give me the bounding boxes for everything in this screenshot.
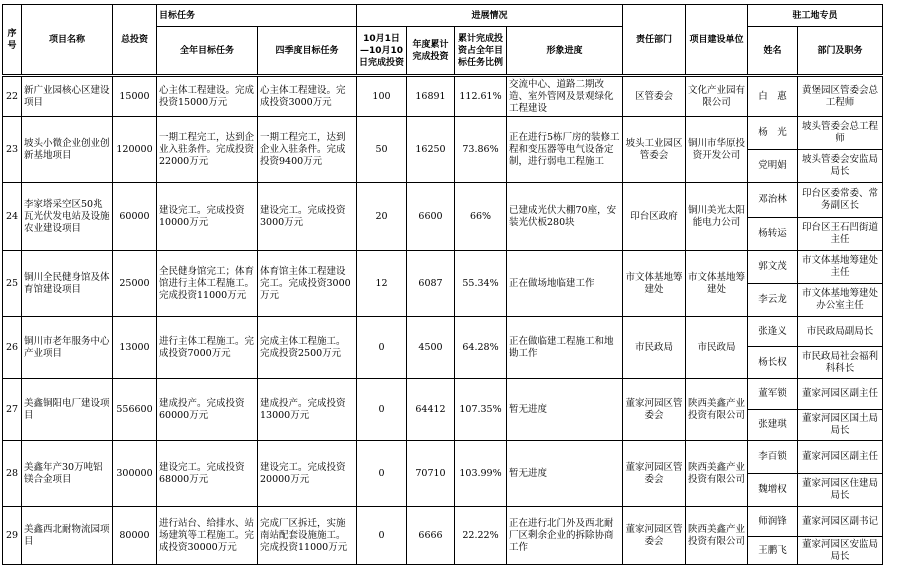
header-oct-completed: 10月1日—10月10日完成投资 xyxy=(357,27,407,75)
cell-staff-name: 董军锁 xyxy=(748,379,798,410)
cell-annual-target: 全民健身馆完工；体育馆进行主体工程施工。完成投资11000万元 xyxy=(157,251,258,317)
cell-oct: 50 xyxy=(357,117,407,183)
project-table xyxy=(2,76,883,565)
cell-total: 300000 xyxy=(113,441,157,507)
header-image-progress: 形象进度 xyxy=(507,27,623,75)
cell-cumulative: 16891 xyxy=(407,77,455,117)
cell-project-name: 美鑫年产30万吨铝镁合金项目 xyxy=(22,441,113,507)
table-header xyxy=(2,4,883,75)
header-on-site-staff: 驻工地专员 xyxy=(748,5,883,27)
cell-unit: 陕西美鑫产业投资有限公司 xyxy=(686,507,748,565)
table-row xyxy=(3,117,883,150)
header-total-investment: 总投资 xyxy=(113,5,157,75)
cell-unit: 市文体基地筹建处 xyxy=(686,251,748,317)
cell-q4-target: 建设完工。完成投资20000万元 xyxy=(258,441,357,507)
cell-staff-role: 市文体基地筹建处主任 xyxy=(798,251,883,284)
cell-q4-target: 一期工程完工，达到企业入驻条件。完成投资9400万元 xyxy=(258,117,357,183)
cell-annual-target: 进行主体工程施工。完成投资7000万元 xyxy=(157,317,258,379)
cell-q4-target: 完成厂区拆迁，实施南站配套设施施工。完成投资11000万元 xyxy=(258,507,357,565)
cell-staff-name: 王鹏飞 xyxy=(748,537,798,565)
header-responsible-dept: 责任部门 xyxy=(623,5,686,75)
cell-seq: 24 xyxy=(3,183,22,251)
cell-total: 15000 xyxy=(113,77,157,117)
cell-dept: 董家河园区管委会 xyxy=(623,379,686,441)
cell-annual-target: 建成投产。完成投资60000万元 xyxy=(157,379,258,441)
cell-staff-role: 坡头管委会安监局局长 xyxy=(798,150,883,183)
cell-ratio: 103.99% xyxy=(455,441,507,507)
cell-dept: 市文体基地筹建处 xyxy=(623,251,686,317)
table-row xyxy=(3,379,883,410)
header-cumulative-ratio: 累计完成投资占全年目标任务比例 xyxy=(455,27,507,75)
cell-seq: 27 xyxy=(3,379,22,441)
cell-q4-target: 完成主体工程施工。完成投资2500万元 xyxy=(258,317,357,379)
cell-staff-role: 印台区委常委、常务副区长 xyxy=(798,183,883,218)
cell-ratio: 55.34% xyxy=(455,251,507,317)
header-project-name: 项目名称 xyxy=(22,5,113,75)
cell-project-name: 李家塔采空区50兆瓦光伏发电站及设施农业建设项目 xyxy=(22,183,113,251)
cell-progress: 暂无进度 xyxy=(507,441,623,507)
cell-oct: 100 xyxy=(357,77,407,117)
header-staff-name: 姓名 xyxy=(748,27,798,75)
cell-staff-role: 董家河园区副主任 xyxy=(798,379,883,410)
cell-annual-target: 建设完工。完成投资68000万元 xyxy=(157,441,258,507)
cell-q4-target: 建成投产。完成投资13000万元 xyxy=(258,379,357,441)
cell-total: 60000 xyxy=(113,183,157,251)
cell-staff-role: 黄堡园区管委会总工程师 xyxy=(798,77,883,117)
header-seq: 序号 xyxy=(3,5,22,75)
cell-total: 556600 xyxy=(113,379,157,441)
cell-unit: 文化产业园有限公司 xyxy=(686,77,748,117)
cell-project-name: 美鑫铜阳电厂建设项目 xyxy=(22,379,113,441)
cell-seq: 25 xyxy=(3,251,22,317)
cell-q4-target: 体育馆主体工程建设完工。完成投资3000万元 xyxy=(258,251,357,317)
cell-seq: 23 xyxy=(3,117,22,183)
table-row xyxy=(3,251,883,284)
cell-project-name: 铜川全民健身馆及体育馆建设项目 xyxy=(22,251,113,317)
cell-unit: 铜川美光太阳能电力公司 xyxy=(686,183,748,251)
cell-cumulative: 16250 xyxy=(407,117,455,183)
cell-ratio: 73.86% xyxy=(455,117,507,183)
cell-cumulative: 4500 xyxy=(407,317,455,379)
cell-staff-name: 李云龙 xyxy=(748,284,798,317)
table-row xyxy=(3,507,883,537)
cell-seq: 28 xyxy=(3,441,22,507)
cell-staff-name: 白 惠 xyxy=(748,77,798,117)
cell-seq: 26 xyxy=(3,317,22,379)
cell-oct: 0 xyxy=(357,507,407,565)
cell-cumulative: 6087 xyxy=(407,251,455,317)
cell-seq: 29 xyxy=(3,507,22,565)
cell-cumulative: 64412 xyxy=(407,379,455,441)
cell-staff-role: 坡头管委会总工程师 xyxy=(798,117,883,150)
header-construction-unit: 项目建设单位 xyxy=(686,5,748,75)
header-progress: 进展情况 xyxy=(357,5,623,27)
cell-q4-target: 心主体工程建设。完成投资3000万元 xyxy=(258,77,357,117)
cell-dept: 坡头工业园区管委会 xyxy=(623,117,686,183)
cell-unit: 陕西美鑫产业投资有限公司 xyxy=(686,441,748,507)
cell-staff-role: 市民政局社会福利科科长 xyxy=(798,347,883,379)
header-annual-cumulative: 年度累计完成投资 xyxy=(407,27,455,75)
cell-progress: 正在做临建工程施工和地勘工作 xyxy=(507,317,623,379)
cell-staff-name: 魏增权 xyxy=(748,474,798,507)
cell-progress: 已建成光伏大棚70座，安装光伏板280块 xyxy=(507,183,623,251)
cell-progress: 正在进行北门外及西北耐厂区剩余企业的拆除协商工作 xyxy=(507,507,623,565)
cell-oct: 0 xyxy=(357,441,407,507)
cell-ratio: 22.22% xyxy=(455,507,507,565)
header-q4-target: 四季度目标任务 xyxy=(258,27,357,75)
cell-total: 120000 xyxy=(113,117,157,183)
cell-staff-role: 董家河园区国土局局长 xyxy=(798,410,883,441)
cell-unit: 铜川市华原投资开发公司 xyxy=(686,117,748,183)
cell-dept: 市民政局 xyxy=(623,317,686,379)
table-row xyxy=(3,183,883,218)
table-row xyxy=(3,317,883,347)
cell-oct: 0 xyxy=(357,379,407,441)
cell-project-name: 铜川市老年服务中心产业项目 xyxy=(22,317,113,379)
cell-progress: 正在做场地临建工作 xyxy=(507,251,623,317)
cell-staff-role: 印台区王石凹街道主任 xyxy=(798,218,883,251)
table-row xyxy=(3,441,883,474)
cell-cumulative: 6600 xyxy=(407,183,455,251)
cell-progress: 暂无进度 xyxy=(507,379,623,441)
cell-progress: 正在进行5栋厂房的装修工程和变压器等电气设备定制，进行弱电工程施工 xyxy=(507,117,623,183)
cell-unit: 市民政局 xyxy=(686,317,748,379)
cell-staff-name: 师润锋 xyxy=(748,507,798,537)
header-staff-dept: 部门及职务 xyxy=(798,27,883,75)
cell-dept: 董家河园区管委会 xyxy=(623,441,686,507)
cell-q4-target: 建设完工。完成投资3000万元 xyxy=(258,183,357,251)
cell-unit: 陕西美鑫产业投资有限公司 xyxy=(686,379,748,441)
cell-ratio: 64.28% xyxy=(455,317,507,379)
cell-total: 80000 xyxy=(113,507,157,565)
cell-project-name: 新广业园核心区建设项目 xyxy=(22,77,113,117)
cell-project-name: 坡头小微企业创业创新基地项目 xyxy=(22,117,113,183)
cell-oct: 20 xyxy=(357,183,407,251)
header-annual-target: 全年目标任务 xyxy=(157,27,258,75)
cell-cumulative: 6666 xyxy=(407,507,455,565)
cell-dept: 区管委会 xyxy=(623,77,686,117)
cell-ratio: 112.61% xyxy=(455,77,507,117)
cell-oct: 12 xyxy=(357,251,407,317)
cell-staff-role: 董家河园区副书记 xyxy=(798,507,883,537)
cell-staff-role: 董家河园区住建局局长 xyxy=(798,474,883,507)
cell-staff-name: 党明娟 xyxy=(748,150,798,183)
cell-staff-name: 邓治林 xyxy=(748,183,798,218)
cell-annual-target: 一期工程完工，达到企业入驻条件。完成投资22000万元 xyxy=(157,117,258,183)
cell-staff-name: 杨转运 xyxy=(748,218,798,251)
cell-dept: 印台区政府 xyxy=(623,183,686,251)
header-target-tasks: 目标任务 xyxy=(157,5,357,27)
cell-dept: 董家河园区管委会 xyxy=(623,507,686,565)
cell-staff-name: 张逢义 xyxy=(748,317,798,347)
cell-annual-target: 心主体工程建设。完成投资15000万元 xyxy=(157,77,258,117)
cell-staff-name: 杨 光 xyxy=(748,117,798,150)
cell-staff-name: 郭文茂 xyxy=(748,251,798,284)
cell-cumulative: 70710 xyxy=(407,441,455,507)
cell-staff-role: 董家河园区副主任 xyxy=(798,441,883,474)
cell-progress: 交流中心、道路二期改造、室外管网及景观绿化工程建设 xyxy=(507,77,623,117)
cell-oct: 0 xyxy=(357,317,407,379)
cell-ratio: 107.35% xyxy=(455,379,507,441)
table-row xyxy=(3,77,883,117)
cell-staff-name: 张建琪 xyxy=(748,410,798,441)
cell-staff-name: 李百锁 xyxy=(748,441,798,474)
cell-ratio: 66% xyxy=(455,183,507,251)
cell-total: 25000 xyxy=(113,251,157,317)
cell-annual-target: 建设完工。完成投资10000万元 xyxy=(157,183,258,251)
cell-total: 13000 xyxy=(113,317,157,379)
cell-project-name: 美鑫西北耐物流园项目 xyxy=(22,507,113,565)
cell-staff-role: 董家河园区安监局局长 xyxy=(798,537,883,565)
cell-annual-target: 进行站台、给排水、站场建筑等工程施工。完成投资30000万元 xyxy=(157,507,258,565)
cell-staff-role: 市文体基地筹建处办公室主任 xyxy=(798,284,883,317)
cell-seq: 22 xyxy=(3,77,22,117)
cell-staff-role: 市民政局副局长 xyxy=(798,317,883,347)
cell-staff-name: 杨长权 xyxy=(748,347,798,379)
